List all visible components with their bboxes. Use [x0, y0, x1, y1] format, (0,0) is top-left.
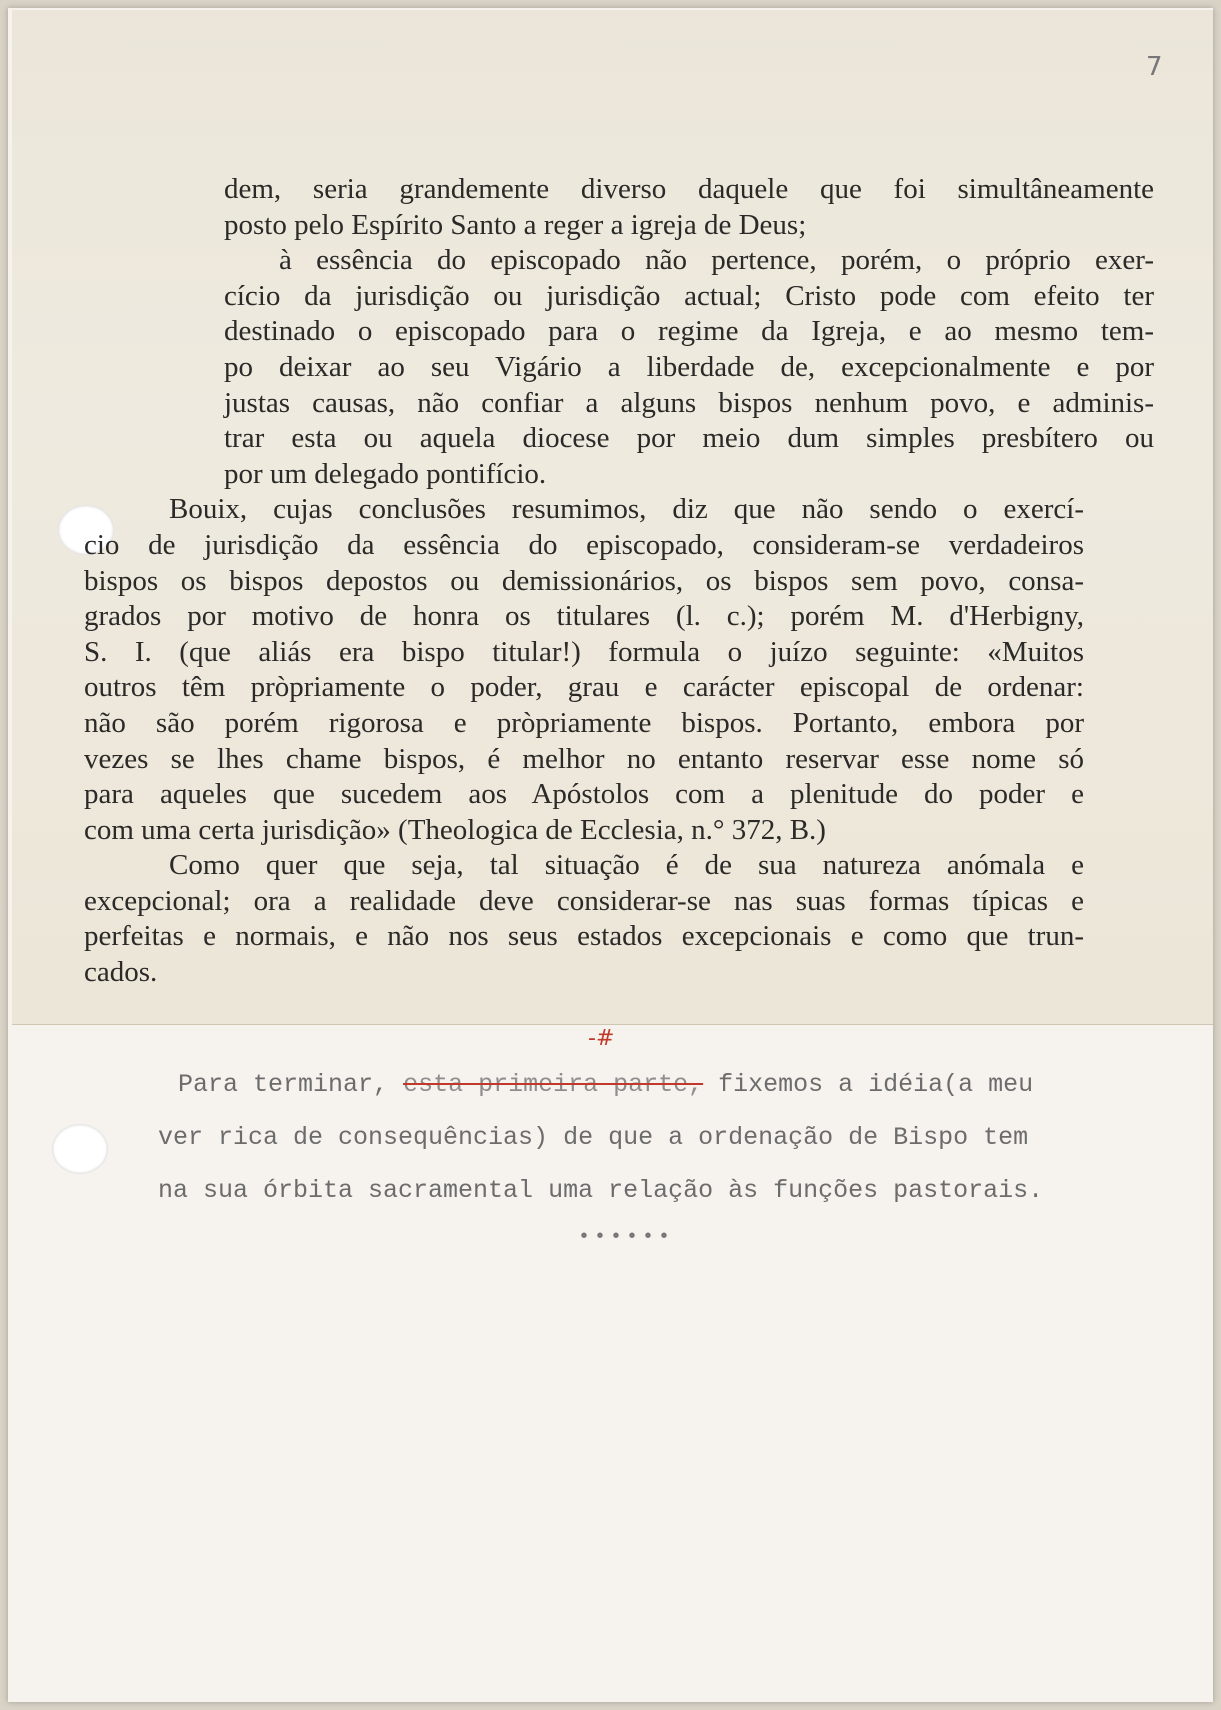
printed-line: vezes se lhes chame bispos, é melhor no entanto reservar esse nome só — [84, 742, 1084, 775]
punch-hole-lower — [52, 1124, 108, 1174]
typed-paragraph — [158, 1058, 1044, 1217]
printed-line: dem, seria grandemente diverso daquele que foi simultâneamente — [224, 173, 1154, 205]
printed-line: destinado o episcopado para o regime da Igreja, e ao mesmo tem- — [224, 315, 1154, 348]
typed-line-1-start: Para terminar, — [178, 1070, 389, 1099]
printed-line: cio de jurisdição da essência do episcopado, consideram-se verdadeiros — [84, 528, 1084, 561]
typed-line-3: na sua órbita sacramental uma relação às funções pastorais. — [158, 1176, 1044, 1205]
struck-text: esta primeira parte, — [403, 1070, 704, 1099]
red-edit-mark: -# — [588, 1026, 615, 1051]
printed-line: grados por motivo de honra os titulares (l. c.); porém M. d'Herbigny, — [84, 600, 1084, 633]
printed-line: à essência do episcopado não pertence, porém, o próprio exer- — [279, 244, 1154, 277]
printed-line: com uma certa jurisdição» (Theologica de Ecclesia, n.° 372, B.) — [84, 813, 826, 846]
printed-line: trar esta ou aquela diocese por meio dum simples presbítero ou — [224, 422, 1154, 455]
printed-line: para aqueles que sucedem aos Apóstolos com a plenitude do poder e — [84, 778, 1084, 811]
end-dots: •••••• — [578, 1226, 675, 1249]
printed-line: Como quer que seja, tal situação é de sua natureza anómala e — [169, 849, 1084, 882]
typed-line-1-end: fixemos a idéia(a meu — [703, 1070, 1034, 1099]
printed-line: por um delegado pontifício. — [224, 457, 547, 490]
printed-line: excepcional; ora a realidade deve considerar-se nas suas formas típicas e — [84, 884, 1084, 917]
printed-line: perfeitas e normais, e não nos seus estados excepcionais e como que trun- — [84, 920, 1084, 953]
printed-line: cício da jurisdição ou jurisdição actual; Cristo pode com efeito ter — [224, 279, 1154, 312]
printed-line: po deixar ao seu Vigário a liberdade de, excepcionalmente e por — [224, 350, 1154, 383]
printed-line: justas causas, não confiar a alguns bispos nenhum povo, e adminis- — [224, 386, 1154, 419]
printed-line: posto pelo Espírito Santo a reger a igreja de Deus; — [224, 208, 807, 241]
printed-line: cados. — [84, 956, 158, 989]
typed-line-2: ver rica de consequências) de que a ordenação de Bispo tem — [158, 1123, 1029, 1152]
printed-line: Bouix, cujas conclusões resumimos, diz que não sendo o exercí- — [169, 493, 1084, 526]
typed-line-1 — [178, 1058, 1043, 1111]
printed-line: S. I. (que aliás era bispo titular!) formula o juízo seguinte: «Muitos — [84, 635, 1084, 668]
printed-line: bispos os bispos depostos ou demissionários, os bispos sem povo, consa- — [84, 564, 1084, 597]
printed-line: outros têm pròpriamente o poder, grau e carácter episcopal de ordenar: — [84, 671, 1084, 704]
printed-line: não são porém rigorosa e pròpriamente bispos. Portanto, embora por — [84, 706, 1084, 739]
page-number: 7 — [1146, 52, 1163, 82]
printed-text-block — [84, 172, 1154, 991]
